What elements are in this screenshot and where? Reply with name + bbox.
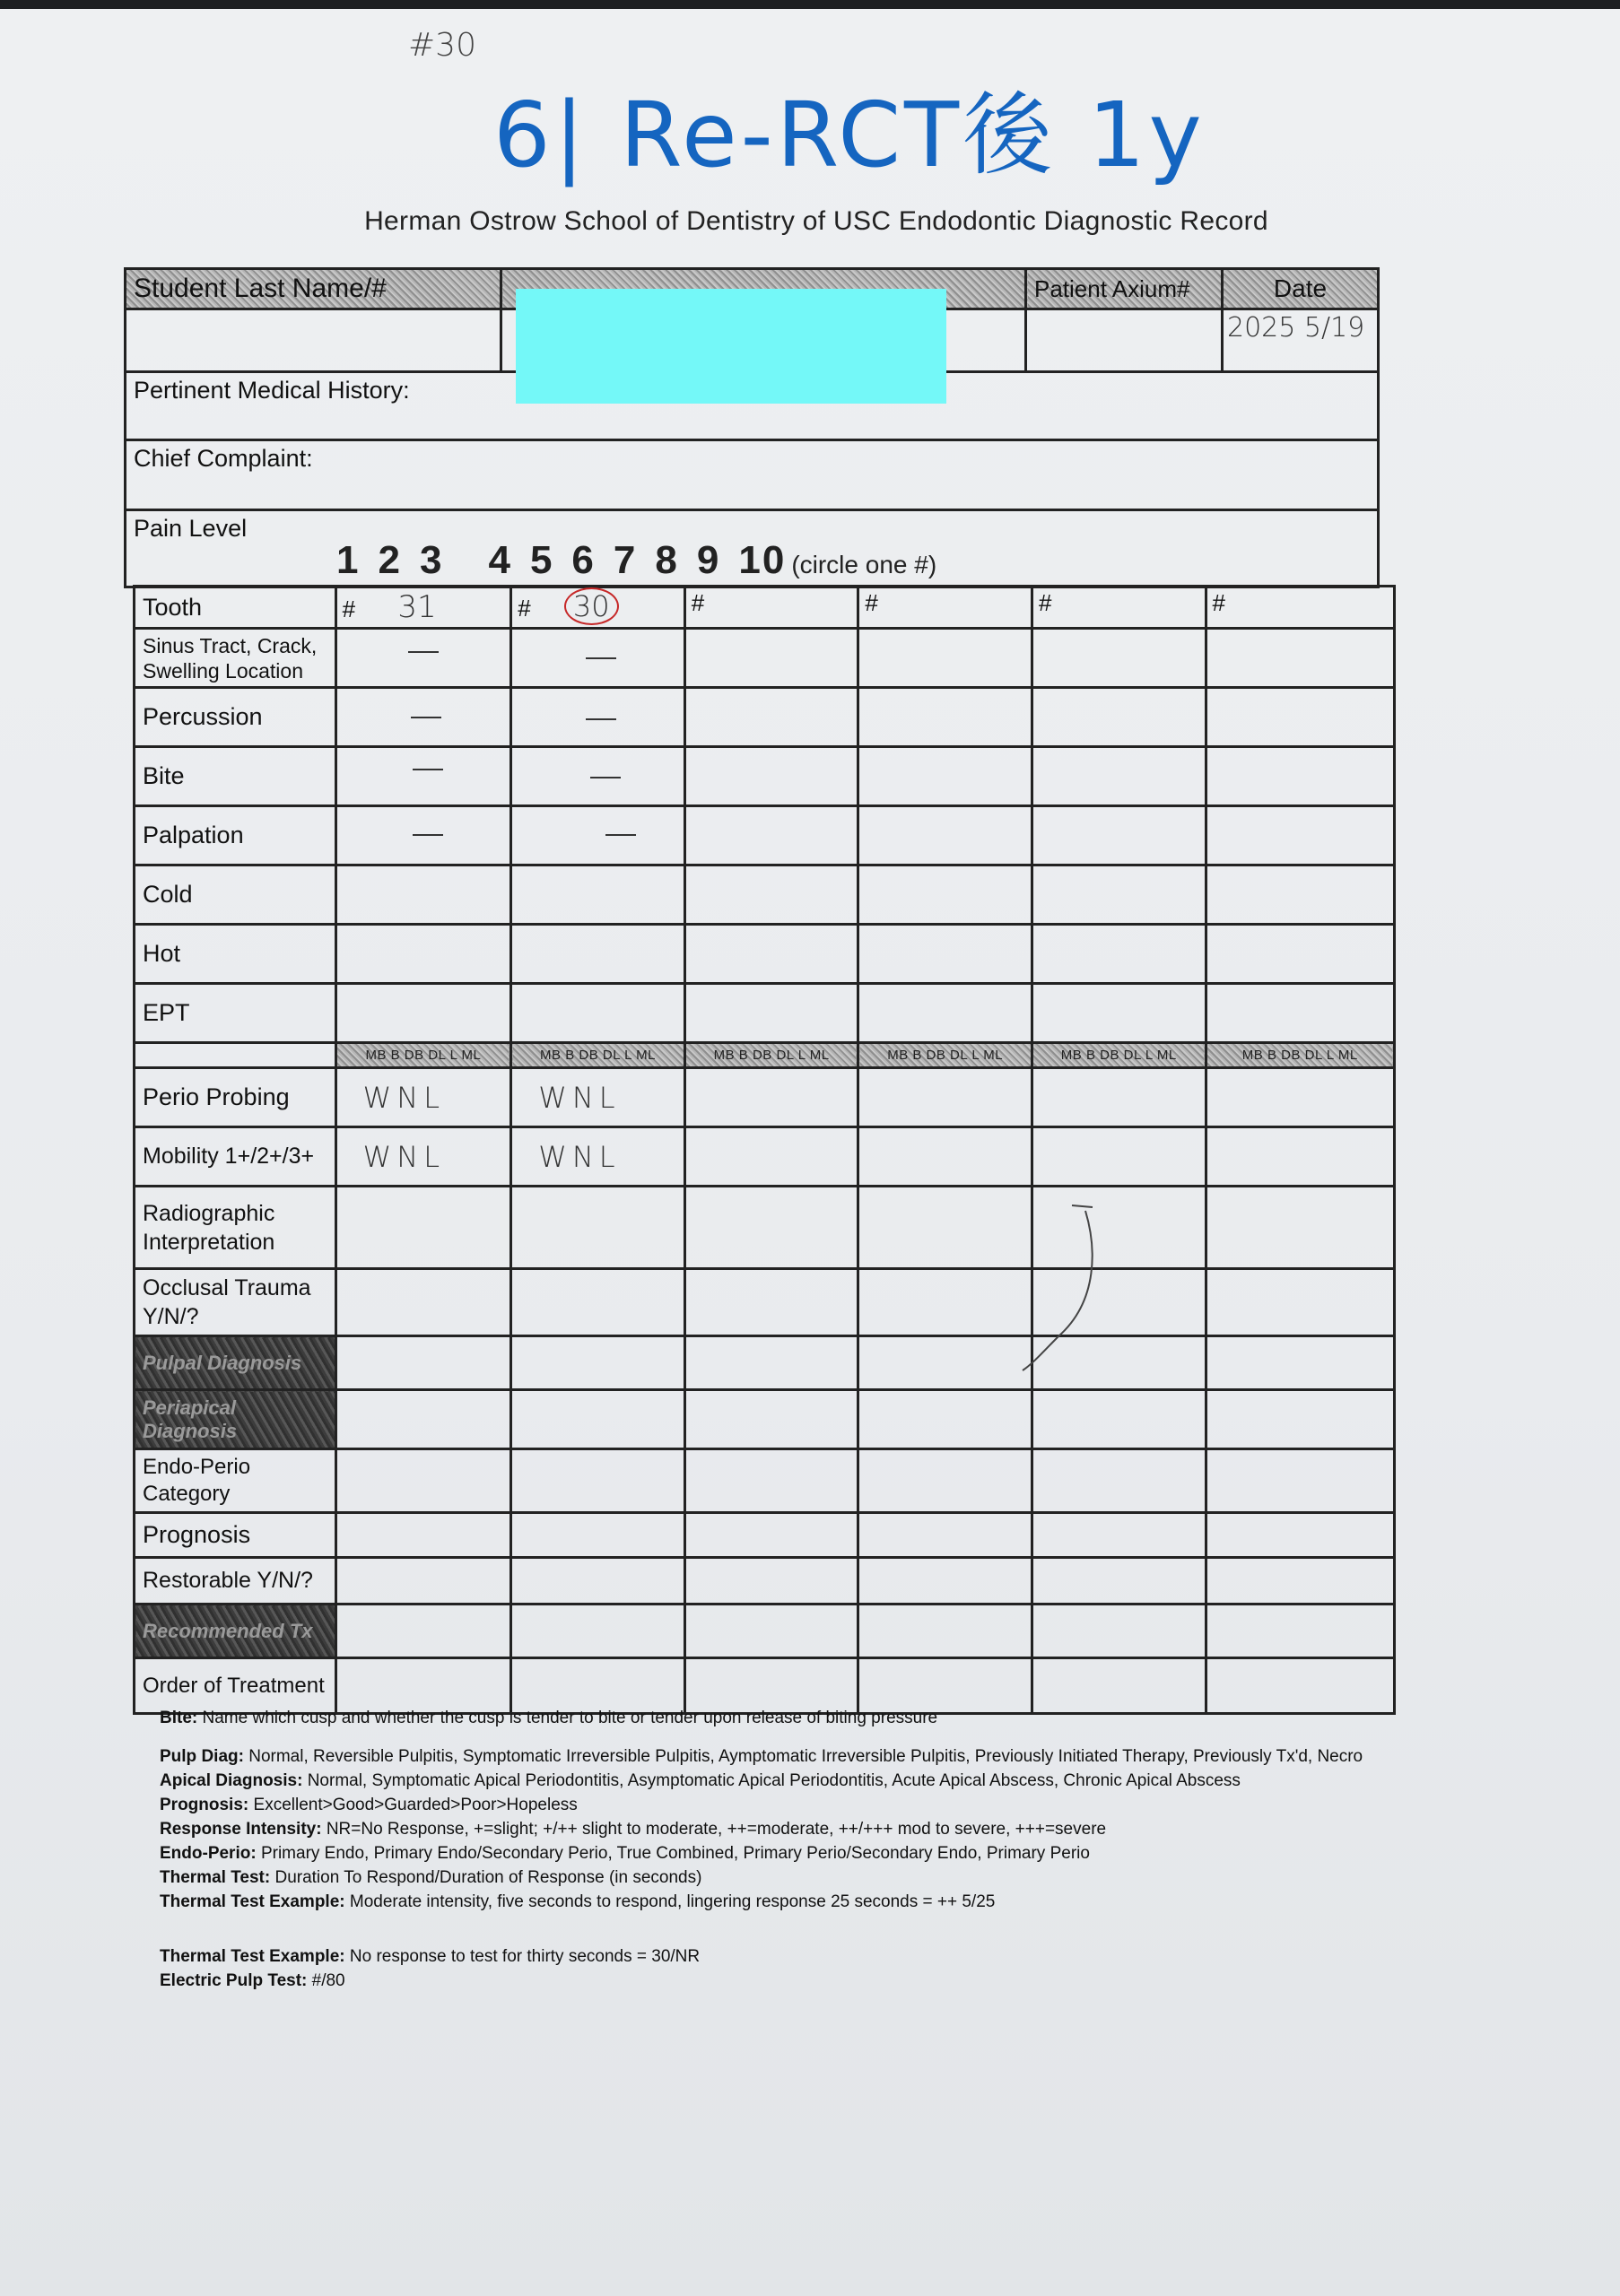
bite-label: Bite <box>135 747 336 806</box>
pulpal-cell[interactable] <box>684 1336 858 1390</box>
pain-2[interactable]: 2 <box>378 538 402 582</box>
radiographic-label: Radiographic Interpretation <box>135 1187 336 1269</box>
perio-cell[interactable] <box>858 1068 1032 1127</box>
stray-pen-stroke <box>996 1193 1094 1372</box>
medical-history-field[interactable]: Pertinent Medical History: <box>126 372 1379 440</box>
recommended-cell[interactable] <box>1206 1605 1394 1658</box>
tooth-cell-6[interactable] <box>1206 587 1394 629</box>
occlusal-cell[interactable] <box>335 1269 511 1336</box>
hash: # <box>1212 589 1225 616</box>
mobility-label: Mobility 1+/2+/3+ <box>135 1127 336 1187</box>
legend-endoperio <box>160 1841 1451 1866</box>
restorable-cell[interactable] <box>511 1558 685 1605</box>
periapical-cell[interactable] <box>1032 1390 1206 1449</box>
legend-thermal-example-2 <box>160 1944 1451 1969</box>
recommended-tx-label: Recommended Tx <box>135 1605 336 1658</box>
cold-cell[interactable] <box>684 865 858 925</box>
cold-cell[interactable] <box>858 865 1032 925</box>
pain-5[interactable]: 5 <box>529 538 554 582</box>
probe-sites-header: MB B DB DL L ML <box>1206 1043 1394 1068</box>
mobility-cell[interactable] <box>684 1127 858 1187</box>
legend-prognosis <box>160 1793 1451 1817</box>
probe-sites-header: MB B DB DL L ML <box>684 1043 858 1068</box>
legend-apical-label: Apical Diagnosis: <box>160 1771 303 1790</box>
legend-pulp-text: Normal, Reversible Pulpitis, Symptomatic Irreversible Pulpitis, Aymptomatic Irreversible Pulpitis, Previously Initiated Therapy, Previously Tx'd, Necro <box>248 1747 1363 1766</box>
hot-label: Hot <box>135 925 336 984</box>
negative-mark-percussion-2 <box>586 718 616 720</box>
radiographic-cell[interactable] <box>511 1187 685 1269</box>
endoperio-cell[interactable] <box>1206 1449 1394 1513</box>
recommended-cell[interactable] <box>684 1605 858 1658</box>
palpation-cell-2[interactable] <box>511 806 685 865</box>
legend <box>160 1706 1451 1993</box>
mobility-cell[interactable] <box>858 1127 1032 1187</box>
endoperio-cell[interactable] <box>335 1449 511 1513</box>
sinus-cell[interactable] <box>1032 629 1206 688</box>
prognosis-label: Prognosis <box>135 1513 336 1558</box>
legend-pulp <box>160 1744 1451 1769</box>
legend-thermal <box>160 1866 1451 1890</box>
legend-bite <box>160 1706 1451 1730</box>
mobility-cell[interactable] <box>1032 1127 1206 1187</box>
restorable-label: Restorable Y/N/? <box>135 1558 336 1605</box>
probe-sites-header: MB B DB DL L ML <box>511 1043 685 1068</box>
hash: # <box>865 589 878 616</box>
legend-ept-text: #/80 <box>311 1971 345 1990</box>
bite-cell[interactable] <box>858 747 1032 806</box>
negative-mark-bite-2 <box>590 777 621 778</box>
student-name-header: Student Last Name/# <box>126 269 501 309</box>
recommended-cell[interactable] <box>858 1605 1032 1658</box>
periapical-cell[interactable] <box>511 1390 685 1449</box>
perio-cell-2[interactable] <box>511 1068 685 1127</box>
prognosis-cell[interactable] <box>1032 1513 1206 1558</box>
pain-instruction: (circle one #) <box>791 551 937 578</box>
pain-3[interactable]: 3 <box>419 538 444 582</box>
perio-cell-1[interactable] <box>335 1068 511 1127</box>
perio-cell[interactable] <box>1206 1068 1394 1127</box>
perio-cell[interactable] <box>684 1068 858 1127</box>
legend-endoperio-text: Primary Endo, Primary Endo/Secondary Perio, True Combined, Primary Perio/Secondary Endo, Primary Perio <box>260 1844 1090 1863</box>
pain-8[interactable]: 8 <box>655 538 679 582</box>
sinus-cell[interactable] <box>684 629 858 688</box>
handwritten-tooth-number: #30 <box>408 27 476 64</box>
pain-4[interactable]: 4 <box>488 538 512 582</box>
bite-cell[interactable] <box>1206 747 1394 806</box>
tooth-cell-5[interactable] <box>1032 587 1206 629</box>
negative-mark-sinus-2 <box>586 657 616 659</box>
mobility-cell[interactable] <box>1206 1127 1394 1187</box>
pain-7[interactable]: 7 <box>613 538 638 582</box>
hot-cell[interactable] <box>1206 925 1394 984</box>
tooth-value-2: 30 <box>564 587 619 625</box>
legend-thermal-text: Duration To Respond/Duration of Response (in seconds) <box>274 1868 702 1887</box>
prognosis-cell[interactable] <box>335 1513 511 1558</box>
periapical-cell[interactable] <box>858 1390 1032 1449</box>
legend-prognosis-text: Excellent>Good>Guarded>Poor>Hopeless <box>253 1796 578 1814</box>
ept-label: EPT <box>135 984 336 1043</box>
palpation-cell[interactable] <box>1206 806 1394 865</box>
legend-endoperio-label: Endo-Perio: <box>160 1844 257 1863</box>
cold-label: Cold <box>135 865 336 925</box>
periapical-diagnosis-label: Periapical Diagnosis <box>135 1390 336 1449</box>
percussion-label: Percussion <box>135 688 336 747</box>
perio-value-1: WNL <box>362 1080 446 1115</box>
legend-ept <box>160 1969 1451 1993</box>
mobility-cell-1[interactable] <box>335 1127 511 1187</box>
legend-ept-label: Electric Pulp Test: <box>160 1971 308 1990</box>
hot-cell[interactable] <box>858 925 1032 984</box>
legend-thermal-ex1-text: Moderate intensity, five seconds to respond, lingering response 25 seconds = ++ 5/25 <box>349 1892 996 1911</box>
patient-axium-field[interactable] <box>1026 309 1223 372</box>
pulpal-cell[interactable] <box>335 1336 511 1390</box>
pulpal-cell[interactable] <box>1206 1336 1394 1390</box>
ept-cell[interactable] <box>335 984 511 1043</box>
patient-axium-header: Patient Axium# <box>1026 269 1223 309</box>
mobility-value-2: WNL <box>538 1139 621 1174</box>
legend-thermal-label: Thermal Test: <box>160 1868 271 1887</box>
tooth-label: Tooth <box>135 587 336 629</box>
ept-cell[interactable] <box>511 984 685 1043</box>
cold-cell[interactable] <box>1206 865 1394 925</box>
percussion-cell[interactable] <box>1206 688 1394 747</box>
diagnostic-grid <box>133 585 1396 1715</box>
cold-cell[interactable] <box>335 865 511 925</box>
restorable-cell[interactable] <box>684 1558 858 1605</box>
date-value: 2025 5/19 <box>1227 312 1365 344</box>
sinus-cell[interactable] <box>858 629 1032 688</box>
mobility-cell-2[interactable] <box>511 1127 685 1187</box>
radiographic-cell[interactable] <box>1206 1187 1394 1269</box>
palpation-cell[interactable] <box>1032 806 1206 865</box>
recommended-cell[interactable] <box>1032 1605 1206 1658</box>
hot-cell[interactable] <box>684 925 858 984</box>
perio-probing-label: Perio Probing <box>135 1068 336 1127</box>
tooth-cell-4[interactable] <box>858 587 1032 629</box>
pain-10[interactable]: 10 <box>738 538 787 582</box>
palpation-cell[interactable] <box>684 806 858 865</box>
recommended-cell[interactable] <box>335 1605 511 1658</box>
bite-cell-1[interactable] <box>335 747 511 806</box>
legend-thermal-example-1 <box>160 1890 1451 1914</box>
percussion-cell[interactable] <box>684 688 858 747</box>
periapical-cell[interactable] <box>335 1390 511 1449</box>
endoperio-cell[interactable] <box>858 1449 1032 1513</box>
occlusal-trauma-label: Occlusal Trauma Y/N/? <box>135 1269 336 1336</box>
probe-sites-blank <box>135 1043 336 1068</box>
date-header: Date <box>1223 269 1379 309</box>
endoperio-cell[interactable] <box>1032 1449 1206 1513</box>
order-of-treatment-label: Order of Treatment <box>135 1658 336 1714</box>
palpation-cell[interactable] <box>858 806 1032 865</box>
negative-mark-palpation-1 <box>413 834 443 836</box>
probe-sites-header: MB B DB DL L ML <box>1032 1043 1206 1068</box>
ept-cell[interactable] <box>1206 984 1394 1043</box>
hash: # <box>1038 589 1052 616</box>
probe-sites-header: MB B DB DL L ML <box>335 1043 511 1068</box>
mobility-value-1: WNL <box>362 1139 446 1174</box>
percussion-cell[interactable] <box>858 688 1032 747</box>
recommended-cell[interactable] <box>511 1605 685 1658</box>
legend-thermal-ex2-label: Thermal Test Example: <box>160 1947 345 1966</box>
pain-scale[interactable] <box>336 538 936 583</box>
occlusal-cell[interactable] <box>511 1269 685 1336</box>
legend-bite-text: Name which cusp and whether the cusp is tender to bite or tender upon release of biting pressure <box>202 1709 938 1727</box>
prognosis-cell[interactable] <box>684 1513 858 1558</box>
restorable-cell[interactable] <box>335 1558 511 1605</box>
date-field[interactable] <box>1223 309 1379 372</box>
negative-mark-percussion-1 <box>411 717 441 718</box>
prognosis-cell[interactable] <box>511 1513 685 1558</box>
legend-pulp-label: Pulp Diag: <box>160 1747 244 1766</box>
redaction-box <box>516 289 946 404</box>
endoperio-cell[interactable] <box>684 1449 858 1513</box>
pain-9[interactable]: 9 <box>696 538 721 582</box>
hot-cell[interactable] <box>335 925 511 984</box>
sinus-cell-1[interactable] <box>335 629 511 688</box>
occlusal-cell[interactable] <box>1206 1269 1394 1336</box>
legend-thermal-ex1-label: Thermal Test Example: <box>160 1892 345 1911</box>
pulpal-cell[interactable] <box>511 1336 685 1390</box>
perio-value-2: WNL <box>538 1080 621 1115</box>
radiographic-cell[interactable] <box>335 1187 511 1269</box>
endoperio-cell[interactable] <box>511 1449 685 1513</box>
negative-mark-bite-1 <box>413 769 443 770</box>
legend-response-label: Response Intensity: <box>160 1820 322 1839</box>
negative-mark-palpation-2 <box>605 834 636 836</box>
restorable-cell[interactable] <box>1206 1558 1394 1605</box>
palpation-label: Palpation <box>135 806 336 865</box>
sinus-tract-label: Sinus Tract, Crack, Swelling Location <box>135 629 336 688</box>
cold-cell[interactable] <box>511 865 685 925</box>
legend-apical <box>160 1769 1451 1793</box>
endo-perio-label: Endo-Perio Category <box>135 1449 336 1513</box>
tooth-value-1: 31 <box>397 589 437 625</box>
tooth-cell-2[interactable] <box>511 587 685 629</box>
cold-cell[interactable] <box>1032 865 1206 925</box>
periapical-cell[interactable] <box>1206 1390 1394 1449</box>
periapical-cell[interactable] <box>684 1390 858 1449</box>
legend-response-text: NR=No Response, +=slight; +/++ slight to moderate, ++=moderate, ++/+++ mod to severe, +++=severe <box>326 1820 1107 1839</box>
legend-response <box>160 1817 1451 1841</box>
form-title: Herman Ostrow School of Dentistry of USC Endodontic Diagnostic Record <box>364 206 1268 236</box>
ept-cell[interactable] <box>858 984 1032 1043</box>
restorable-cell[interactable] <box>1032 1558 1206 1605</box>
percussion-cell[interactable] <box>1032 688 1206 747</box>
pain-level-field: Pain Level <box>126 510 1379 587</box>
hash: # <box>691 589 705 616</box>
tooth-cell-3[interactable] <box>684 587 858 629</box>
legend-bite-label: Bite: <box>160 1709 198 1727</box>
sinus-cell[interactable] <box>1206 629 1394 688</box>
bite-cell[interactable] <box>1032 747 1206 806</box>
negative-mark-sinus-1 <box>408 651 439 653</box>
hot-cell[interactable] <box>511 925 685 984</box>
radiographic-cell[interactable] <box>684 1187 858 1269</box>
probe-sites-header: MB B DB DL L ML <box>858 1043 1032 1068</box>
restorable-cell[interactable] <box>858 1558 1032 1605</box>
legend-apical-text: Normal, Symptomatic Apical Periodontitis, Asymptomatic Apical Periodontitis, Acute Apical Abscess, Chronic Apical Abscess <box>307 1771 1241 1790</box>
chief-complaint-field[interactable]: Chief Complaint: <box>126 440 1379 510</box>
tooth-cell-1[interactable] <box>335 587 511 629</box>
hash: # <box>518 595 531 622</box>
ept-cell[interactable] <box>1032 984 1206 1043</box>
legend-thermal-ex2-text: No response to test for thirty seconds = 30/NR <box>349 1947 701 1966</box>
bite-cell[interactable] <box>684 747 858 806</box>
pulpal-diagnosis-label: Pulpal Diagnosis <box>135 1336 336 1390</box>
pain-1[interactable]: 1 <box>336 538 361 582</box>
handwritten-title-note: 6| Re-RCT後 1y <box>493 83 1206 187</box>
occlusal-cell[interactable] <box>684 1269 858 1336</box>
hot-cell[interactable] <box>1032 925 1206 984</box>
pain-6[interactable]: 6 <box>571 538 596 582</box>
legend-prognosis-label: Prognosis: <box>160 1796 249 1814</box>
prognosis-cell[interactable] <box>1206 1513 1394 1558</box>
percussion-cell-2[interactable] <box>511 688 685 747</box>
prognosis-cell[interactable] <box>858 1513 1032 1558</box>
student-name-field[interactable] <box>126 309 501 372</box>
perio-cell[interactable] <box>1032 1068 1206 1127</box>
hash: # <box>342 596 356 622</box>
ept-cell[interactable] <box>684 984 858 1043</box>
